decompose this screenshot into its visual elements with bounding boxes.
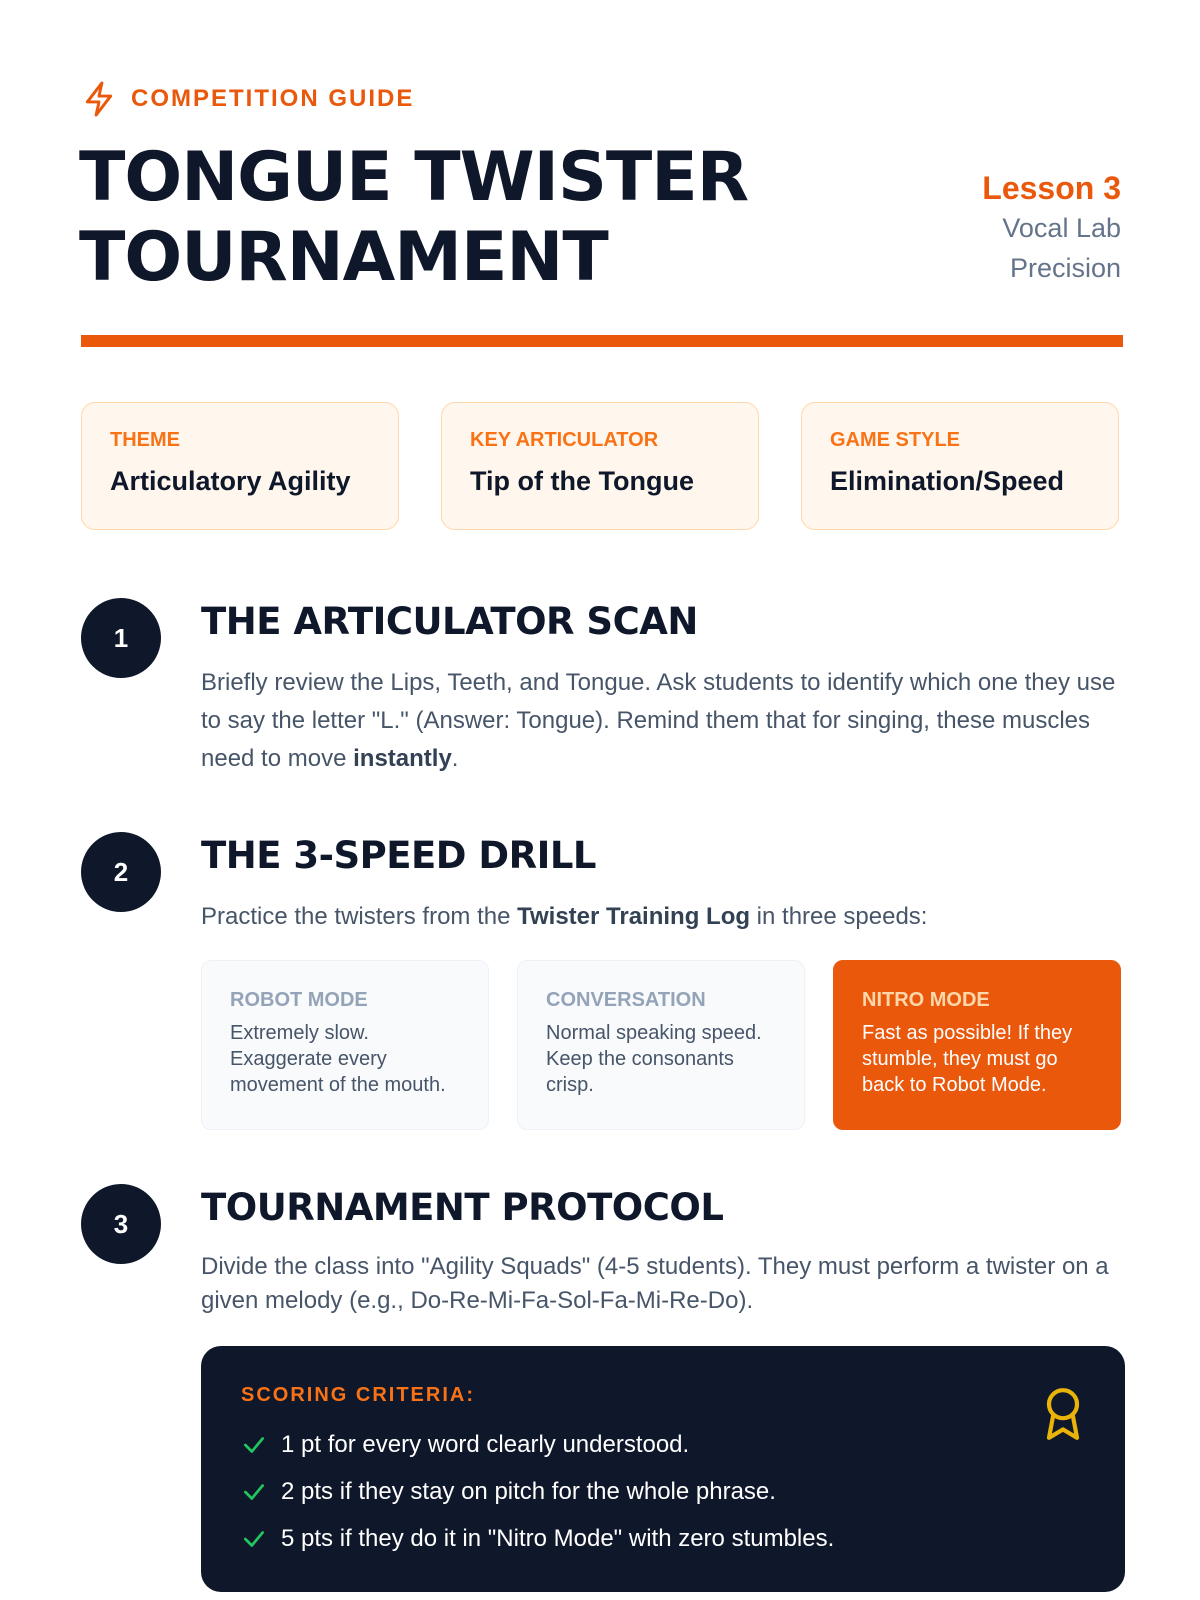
eyebrow-label: COMPETITION GUIDE <box>131 85 415 112</box>
step-body-emphasis: Twister Training Log <box>517 903 751 930</box>
step-body-text: Practice the twisters from the <box>201 903 518 930</box>
speed-label: NITRO MODE <box>862 989 990 1011</box>
step-title-1: THE ARTICULATOR SCAN <box>201 600 698 643</box>
speed-description: Extremely slow. Exaggerate every movement of the mouth. <box>230 1022 446 1096</box>
speed-description: Normal speaking speed. Keep the consonants crisp. <box>546 1022 762 1096</box>
scoring-label: SCORING CRITERIA: <box>241 1384 475 1406</box>
speed-card-robot <box>201 960 489 1130</box>
award-icon <box>1041 1386 1085 1442</box>
header-divider <box>81 335 1123 347</box>
speed-label: ROBOT MODE <box>230 989 368 1011</box>
lesson-number: Lesson 3 <box>982 170 1121 206</box>
lesson-block <box>982 168 1121 288</box>
lightning-icon <box>81 80 117 118</box>
info-card-game-style <box>801 402 1119 530</box>
page-title <box>79 138 748 298</box>
title-line-2: TOURNAMENT <box>79 218 608 297</box>
step-body-end: in three speeds: <box>750 903 928 930</box>
step-body-3: Divide the class into "Agility Squads" (4-5 students). They must perform a twister on a given melody (e.g., Do-Re-Mi-Fa-Sol-Fa-Mi-Re-Do). <box>201 1253 1109 1314</box>
scoring-item-text: 5 pts if they do it in "Nitro Mode" with zero stumbles. <box>281 1524 835 1552</box>
card-value: Elimination/Speed <box>830 466 1065 496</box>
lesson-subtitle-2: Precision <box>1009 253 1121 283</box>
speed-card-conversation <box>517 960 805 1130</box>
step-number-3: 3 <box>81 1184 161 1264</box>
scoring-item <box>241 1468 1085 1515</box>
step-body-2 <box>201 898 1121 936</box>
speed-card-nitro <box>833 960 1121 1130</box>
scoring-criteria-box <box>201 1346 1125 1592</box>
card-label: KEY ARTICULATOR <box>470 429 659 451</box>
scoring-item <box>241 1421 1085 1468</box>
step-body-end: . <box>451 745 459 772</box>
check-icon <box>241 1479 267 1505</box>
scoring-item-text: 1 pt for every word clearly understood. <box>281 1430 690 1458</box>
step-number-2: 2 <box>81 832 161 912</box>
scoring-item-text: 2 pts if they stay on pitch for the whole phrase. <box>281 1477 776 1505</box>
speed-cards <box>201 960 1121 1130</box>
check-icon <box>241 1432 267 1458</box>
scoring-item <box>241 1515 1085 1562</box>
info-card-key-articulator <box>441 402 759 530</box>
step-body-1 <box>201 664 1121 778</box>
lesson-subtitle-1: Vocal Lab <box>1002 213 1121 243</box>
scoring-list <box>241 1421 1085 1562</box>
step-title-2: THE 3-SPEED DRILL <box>201 834 596 877</box>
eyebrow <box>81 80 414 118</box>
step-body-emphasis: instantly <box>353 745 452 772</box>
card-value: Tip of the Tongue <box>470 466 694 496</box>
info-card-theme <box>81 402 399 530</box>
step-number-1: 1 <box>81 598 161 678</box>
card-label: GAME STYLE <box>830 429 961 451</box>
card-label: THEME <box>110 429 180 451</box>
card-value: Articulatory Agility <box>110 466 351 496</box>
step-title-3: TOURNAMENT PROTOCOL <box>201 1186 724 1229</box>
step-body-text: Briefly review the Lips, Teeth, and Tongue. Ask students to identify which one they use to say the letter "L." (Answer: Tongue). Remind them that for singing, these muscles need to move <box>201 669 1116 772</box>
info-cards <box>81 402 1119 530</box>
speed-description: Fast as possible! If they stumble, they must go back to Robot Mode. <box>862 1022 1073 1096</box>
speed-label: CONVERSATION <box>546 989 706 1011</box>
title-line-1: TONGUE TWISTER <box>79 138 749 217</box>
check-icon <box>241 1526 267 1552</box>
